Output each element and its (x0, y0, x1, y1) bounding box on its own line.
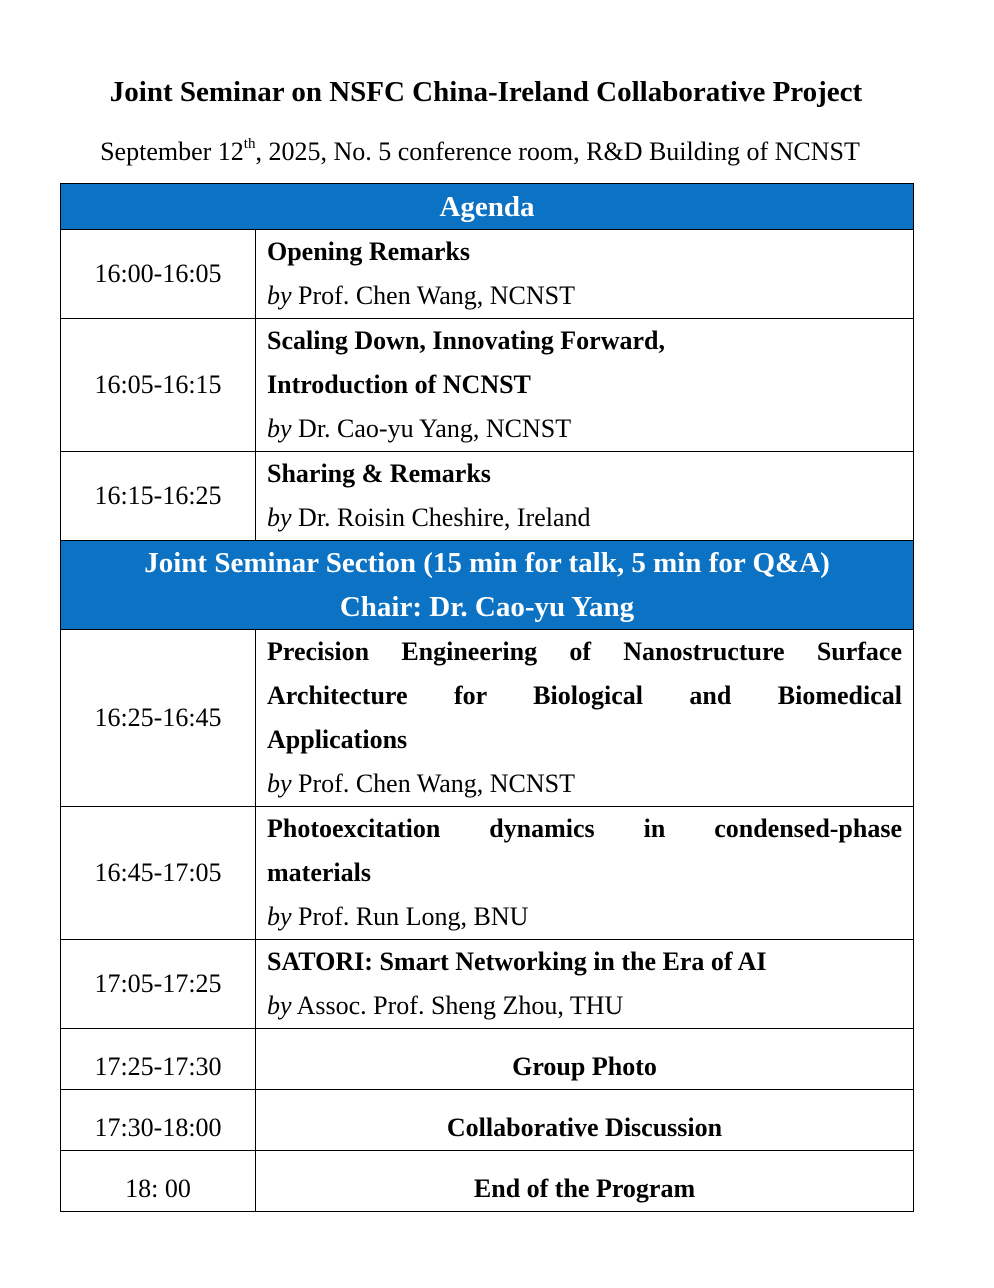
speaker-name: Dr. Roisin Cheshire, Ireland (291, 503, 591, 532)
date-ordinal-suffix: th (243, 136, 256, 152)
session-title: Sharing & Remarks (267, 459, 491, 488)
speaker-line (267, 407, 902, 451)
by-label: by (267, 503, 292, 532)
time-slot: 16:05-16:15 (61, 319, 256, 452)
time-slot: 16:15-16:25 (61, 452, 256, 541)
session-title: materials (267, 858, 371, 887)
session-details (256, 630, 914, 807)
agenda-table (60, 183, 914, 1212)
by-label: by (267, 281, 292, 310)
by-label: by (267, 414, 292, 443)
speaker-name: Prof. Chen Wang, NCNST (291, 769, 575, 798)
time-slot: 16:00-16:05 (61, 230, 256, 319)
speaker-name: Prof. Run Long, BNU (291, 902, 529, 931)
section-heading (61, 541, 914, 630)
session-label: End of the Program (256, 1151, 914, 1212)
event-details (0, 134, 960, 170)
session-details (256, 452, 914, 541)
speaker-name: Dr. Cao-yu Yang, NCNST (291, 414, 572, 443)
agenda-row (61, 1151, 914, 1212)
agenda-row (61, 1029, 914, 1090)
session-title: Photoexcitation dynamics in condensed-phase (267, 814, 903, 843)
session-details (256, 940, 914, 1029)
agenda-row (61, 1090, 914, 1151)
session-title: Opening Remarks (267, 237, 470, 266)
event-date-prefix: September 12 (100, 137, 244, 166)
agenda-row (61, 807, 914, 940)
speaker-name: Assoc. Prof. Sheng Zhou, THU (291, 991, 624, 1020)
speaker-line (267, 274, 902, 318)
speaker-name: Prof. Chen Wang, NCNST (291, 281, 575, 310)
speaker-line (267, 496, 902, 540)
agenda-row (61, 630, 914, 807)
agenda-header-row (61, 184, 914, 230)
speaker-line (267, 984, 902, 1028)
agenda-row (61, 319, 914, 452)
by-label: by (267, 902, 292, 931)
session-title: Introduction of NCNST (267, 370, 531, 399)
session-details (256, 807, 914, 940)
time-slot: 17:30-18:00 (61, 1090, 256, 1151)
session-label: Collaborative Discussion (256, 1090, 914, 1151)
time-slot: 17:25-17:30 (61, 1029, 256, 1090)
session-label: Group Photo (256, 1029, 914, 1090)
session-title: Scaling Down, Innovating Forward, (267, 326, 665, 355)
section-title: Joint Seminar Section (15 min for talk, 5 min for Q&A) (144, 547, 830, 579)
agenda-row (61, 452, 914, 541)
time-slot: 18: 00 (61, 1151, 256, 1212)
speaker-line (267, 895, 902, 939)
by-label: by (267, 769, 292, 798)
session-details (256, 319, 914, 452)
section-header-row (61, 541, 914, 630)
session-title: Architecture for Biological and Biomedical (267, 681, 903, 710)
time-slot: 17:05-17:25 (61, 940, 256, 1029)
session-details (256, 230, 914, 319)
agenda-row (61, 230, 914, 319)
speaker-line (267, 762, 902, 806)
session-title: Applications (267, 725, 408, 754)
time-slot: 16:45-17:05 (61, 807, 256, 940)
by-label: by (267, 991, 292, 1020)
session-title: Precision Engineering of Nanostructure Surface (267, 637, 903, 666)
event-location: , 2025, No. 5 conference room, R&D Building of NCNST (255, 137, 860, 166)
section-chair: Chair: Dr. Cao-yu Yang (339, 591, 635, 623)
time-slot: 16:25-16:45 (61, 630, 256, 807)
session-title: SATORI: Smart Networking in the Era of AI (267, 947, 767, 976)
agenda-heading: Agenda (61, 184, 914, 230)
agenda-row (61, 940, 914, 1029)
page-title: Joint Seminar on NSFC China-Ireland Collaborative Project (109, 76, 863, 108)
